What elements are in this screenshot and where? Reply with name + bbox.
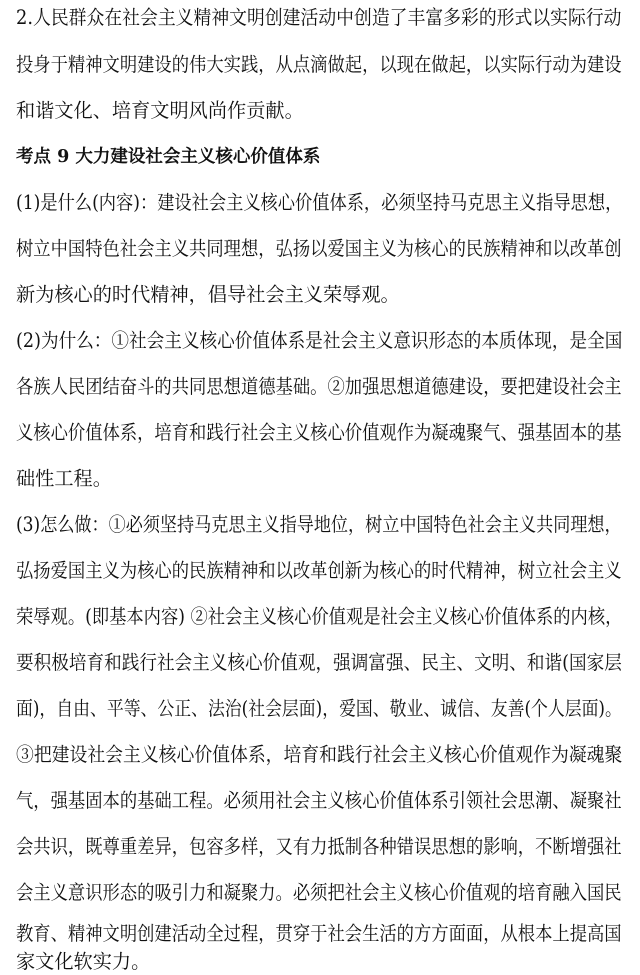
para2-line-1: (1)是什么(内容)：建设社会主义核心价值体系，必须坚持马克思主义指导思想， <box>16 191 623 214</box>
para4-line-11: 家文化软实力。 <box>16 950 151 973</box>
para4-line-1: (3)怎么做：①必须坚持马克思主义指导地位，树立中国特色社会主义共同理想， <box>16 513 622 536</box>
para3-line-3: 义核心价值体系，培育和践行社会主义核心价值观作为凝魂聚气、强基固本的基 <box>16 421 622 444</box>
para4-line-4: 要积极培育和践行社会主义核心价值观，强调富强、民主、文明、和谐(国家层 <box>16 651 622 674</box>
para1-line-1: 2.人民群众在社会主义精神文明创建活动中创造了丰富多彩的形式以实际行动 <box>16 6 622 29</box>
para1-line-2: 投身于精神文明建设的伟大实践，从点滴做起，以现在做起，以实际行动为建设 <box>16 53 622 76</box>
para1-line-3: 和谐文化、培育文明风尚作贡献。 <box>16 99 304 122</box>
para4-line-8: 会共识，既尊重差异，包容多样，又有力抵制各种错误思想的影响，不断增强社 <box>16 835 622 858</box>
para4-line-3: 荣辱观。(即基本内容) ②社会主义核心价值观是社会主义核心价值体系的内核， <box>16 605 623 628</box>
para2-line-2: 树立中国特色社会主义共同理想，弘扬以爱国主义为核心的民族精神和以改革创 <box>16 237 622 260</box>
para3-line-2: 各族人民团结奋斗的共同思想道德基础。②加强思想道德建设，要把建设社会主 <box>16 375 622 398</box>
para4-line-6: ③把建设社会主义核心价值体系，培育和践行社会主义核心价值观作为凝魂聚 <box>16 743 623 766</box>
para4-line-10: 教育、精神文明创建活动全过程，贯穿于社会生活的方方面面，从根本上提高国 <box>16 922 622 945</box>
para4-line-5: 面)，自由、平等、公正、法治(社会层面)，爱国、敬业、诚信、友善(个人层面)。 <box>16 697 622 720</box>
para3-line-1: (2)为什么：①社会主义核心价值体系是社会主义意识形态的本质体现，是全国 <box>16 329 623 352</box>
para4-line-9: 会主义意识形态的吸引力和凝聚力。必须把社会主义核心价值观的培育融入国民 <box>16 881 622 904</box>
para4-line-7: 气，强基固本的基础工程。必须用社会主义核心价值体系引领社会思潮、凝聚社 <box>16 789 622 812</box>
para3-line-4: 础性工程。 <box>16 467 112 490</box>
para2-line-3: 新为核心的时代精神，倡导社会主义荣辱观。 <box>16 283 400 306</box>
section-heading: 考点 9 大力建设社会主义核心价值体系 <box>16 147 321 167</box>
para4-line-2: 弘扬爱国主义为核心的民族精神和以改革创新为核心的时代精神，树立社会主义 <box>16 559 622 582</box>
